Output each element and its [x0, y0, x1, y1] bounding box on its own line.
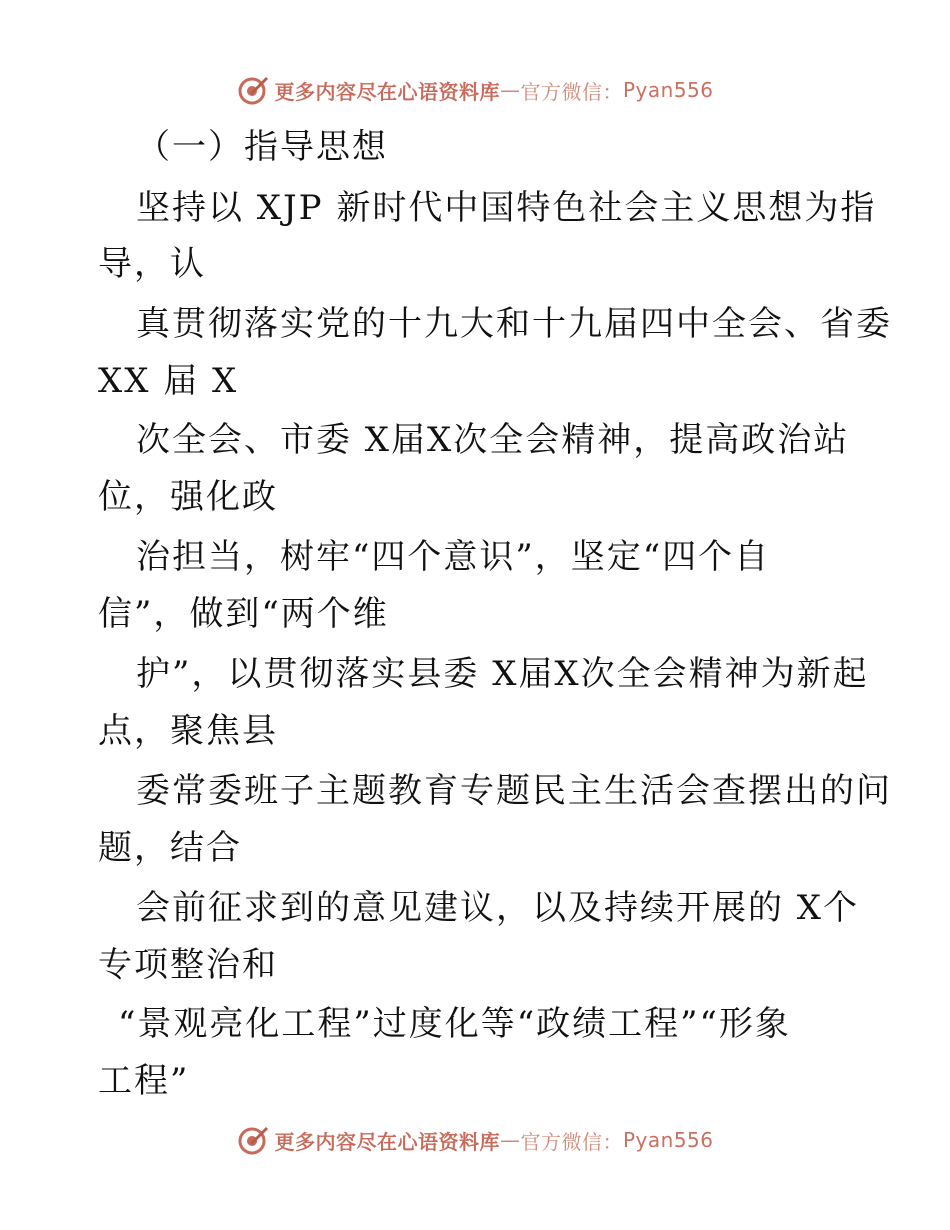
pen-logo-icon [236, 1123, 270, 1157]
paragraph-line: 会前征求到的意见建议，以及持续开展的 X个 [136, 888, 860, 928]
paragraph-line: 点，聚焦县 [98, 711, 278, 751]
watermark-channel-text: 官方微信： [520, 1129, 623, 1154]
pen-logo-icon [236, 73, 270, 107]
paragraph-line: 真贯彻落实党的十九大和十九届四中全会、省委 [136, 304, 892, 344]
watermark-id-text: Pyan556 [622, 1128, 714, 1152]
paragraph-line: 导，认 [98, 244, 206, 284]
watermark-separator: — [499, 1128, 521, 1152]
watermark-main-text: 更多内容尽在心语资料库 [274, 79, 500, 104]
paragraph-line: XX 届 X [98, 361, 239, 401]
paragraph-line: 护”，以贯彻落实县委 X届X次全会精神为新起 [136, 654, 869, 694]
paragraph-line: 工程” [98, 1061, 190, 1101]
watermark-channel-text: 官方微信： [520, 79, 623, 104]
paragraph-line: 信”，做到“两个维 [98, 594, 389, 634]
watermark-header [0, 70, 950, 110]
paragraph-line: 次全会、市委 X届X次全会精神，提高政治站 [136, 420, 850, 460]
paragraph-line: 题，结合 [98, 828, 242, 868]
paragraph-line: “景观亮化工程”过度化等“政绩工程”“形象 [118, 1004, 791, 1044]
watermark-main-text: 更多内容尽在心语资料库 [274, 1129, 500, 1154]
paragraph-line: 坚持以 XJP 新时代中国特色社会主义思想为指 [136, 188, 877, 228]
section-heading: （一）指导思想 [136, 127, 388, 167]
watermark-footer [0, 1120, 950, 1160]
paragraph-line: 专项整治和 [98, 945, 278, 985]
paragraph-line: 治担当，树牢“四个意识”，坚定“四个自 [136, 537, 771, 577]
watermark-separator: — [499, 78, 521, 102]
watermark-id-text: Pyan556 [622, 78, 714, 102]
paragraph-line: 委常委班子主题教育专题民主生活会查摆出的问 [136, 771, 892, 811]
paragraph-line: 位，强化政 [98, 477, 278, 517]
